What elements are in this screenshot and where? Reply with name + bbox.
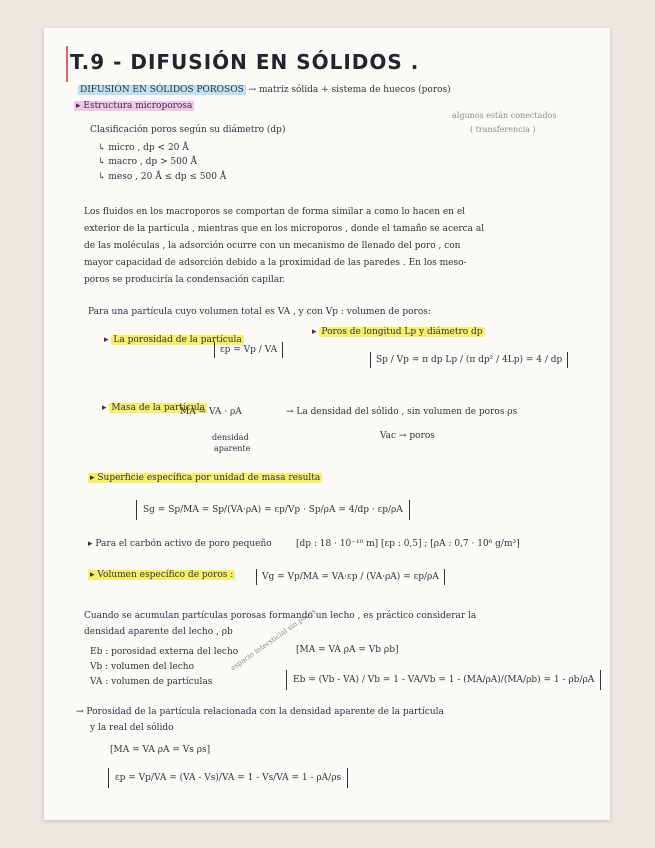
- structure-bullet: [74, 100, 194, 112]
- bed-line2: densidad aparente del lecho , ρb: [84, 627, 233, 637]
- paragraph1-line1: Los fluidos en los macroporos se comportan de forma similar a como lo hacen en el: [84, 207, 466, 217]
- mass-label-line: ▸ Masa de la partícula: [102, 403, 205, 413]
- title-margin-line: [66, 46, 68, 82]
- vac-note: Vac → poros: [380, 431, 435, 441]
- mass-under-1: densidad: [212, 433, 249, 442]
- intro-line: [78, 84, 451, 96]
- pores-label-line: ▸ Poros de longitud Lp y diámetro dp: [312, 327, 483, 337]
- pores-label: Poros de longitud Lp y diámetro dp: [321, 327, 483, 337]
- porosity-label-line: ▸ La porosidad de la partícula: [104, 335, 242, 345]
- carbon-text: ▸ Para el carbón activo de poro pequeño: [88, 539, 272, 549]
- paragraph1-line3: de las moléculas , la adsorción ocurre con un mecanismo de llenado del poro , con: [84, 241, 461, 251]
- class-macro: ↳ macro , dp > 500 Å: [98, 157, 197, 167]
- porosity-equation: εp = Vp / VA: [214, 342, 283, 358]
- bed-def1: Eb : porosidad externa del lecho: [90, 647, 239, 657]
- paragraph1-line5: poros se produciría la condensación capilar.: [84, 275, 286, 285]
- mass-under-2: aparente: [214, 444, 251, 453]
- classification-line: Clasificación poros según su diámetro (dp): [90, 125, 286, 135]
- bed-eq2: Eb = (Vb - VA) / Vb = 1 - VA/Vb = 1 - (MA/ρA)/(MA/ρb) = 1 - ρb/ρA: [286, 670, 601, 690]
- porosity-label: La porosidad de la partícula: [113, 335, 242, 345]
- bed-line1: Cuando se acumulan partículas porosas formando un lecho , es práctico considerar la: [84, 611, 477, 621]
- final-eq2: εp = Vp/VA = (VA - Vs)/VA = 1 - Vs/VA = 1 - ρA/ρs: [108, 768, 348, 788]
- surface-label-line: [88, 472, 322, 484]
- mass-label: Masa de la partícula: [111, 403, 205, 413]
- mass-equation: MA = VA · ρA: [180, 407, 242, 417]
- paragraph1-line2: exterior de la partícula , mientras que en los microporos , donde el tamaño se acerca al: [84, 224, 485, 234]
- intro-note-1: algunos están conectados: [452, 111, 557, 120]
- class-meso: ↳ meso , 20 Å ≤ dp ≤ 500 Å: [98, 172, 227, 182]
- volume-label-line: [88, 569, 235, 581]
- surface-label: ▸ Superficie específica por unidad de masa resulta: [90, 473, 321, 483]
- bed-eq1: [MA = VA ρA = Vb ρb]: [296, 645, 399, 655]
- intro-label: DIFUSIÓN EN SÓLIDOS POROSOS: [80, 85, 244, 95]
- final-line2: y la real del sólido: [90, 723, 174, 733]
- intro-arrow-text: → matriz sólida + sistema de huecos (poros): [248, 85, 451, 95]
- final-eq1: [MA = VA ρA = Vs ρs]: [110, 745, 211, 755]
- particle-intro: Para una partícula cuyo volumen total es VA , y con Vp : volumen de poros:: [88, 307, 431, 317]
- volume-equation: Vg = Vp/MA = VA·εp / (VA·ρA) = εp/ρA: [256, 569, 445, 585]
- pores-equation: Sp / Vp = π dp Lp / (π dp² / 4Lp) = 4 / dp: [370, 352, 568, 368]
- intro-note-2: ( transferencia ): [470, 125, 536, 134]
- bed-def2: Vb : volumen del lecho: [90, 662, 194, 672]
- volume-label: ▸ Volumen específico de poros :: [90, 570, 234, 580]
- structure-label: ▸ Estructura microporosa: [76, 101, 193, 111]
- bed-side-note: espacio intersticial sin poros: [229, 607, 318, 673]
- page-title: T.9 - DIFUSIÓN EN SÓLIDOS .: [70, 50, 420, 74]
- surface-equation: Sg = Sp/MA = Sp/(VA·ρA) = εp/Vp · Sp/ρA = 4/dp · εp/ρA: [136, 500, 410, 520]
- final-line1: → Porosidad de la partícula relacionada con la densidad aparente de la partícula: [76, 707, 444, 717]
- solid-density: → La densidad del sólido , sin volumen de poros ρs: [286, 407, 518, 417]
- carbon-values: [dp : 18 · 10⁻¹⁰ m] [εp : 0,5] ; [ρA : 0,7 · 10⁶ g/m³]: [296, 539, 520, 549]
- class-micro: ↳ micro , dp < 20 Å: [98, 143, 189, 153]
- paragraph1-line4: mayor capacidad de adsorción debido a la proximidad de las paredes . En los meso-: [84, 258, 467, 268]
- bed-def3: VA : volumen de partículas: [90, 677, 213, 687]
